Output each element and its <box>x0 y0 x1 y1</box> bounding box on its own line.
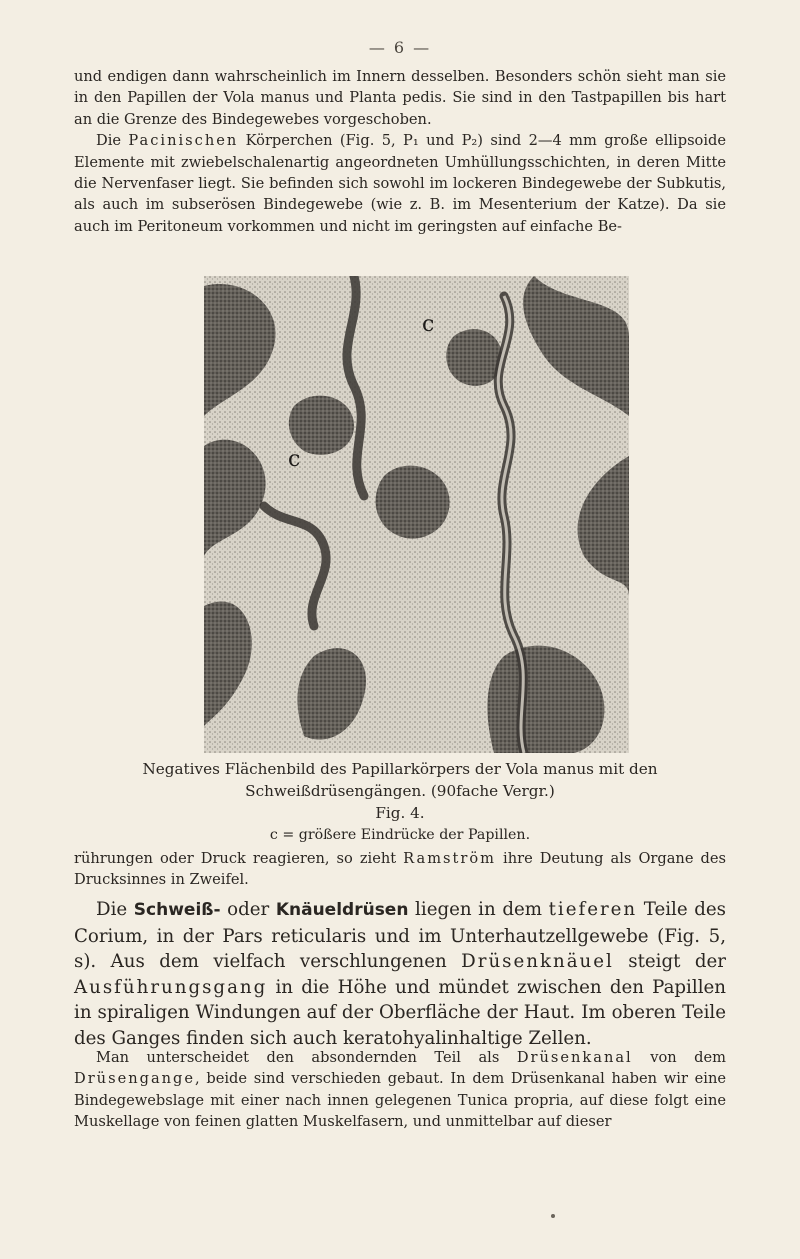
paragraph-2-lead: Die <box>96 132 129 150</box>
bottom-text-block <box>74 1047 726 1133</box>
figure-label-c-upper: c <box>422 312 435 337</box>
mid-text-block <box>74 848 726 891</box>
page-number: — 6 — <box>368 38 432 57</box>
p5-lead: Man unterscheidet den absondernden Teil als <box>96 1049 517 1066</box>
p4-mid1: oder <box>220 899 276 920</box>
caption-fig-number: Fig. 4. <box>375 804 425 822</box>
druesengange-term: Drüsengange <box>74 1070 196 1088</box>
druesenkanal-term: Drüsenkanal <box>516 1049 633 1066</box>
caption-legend: c = größere Eindrücke der Papillen. <box>269 827 531 843</box>
p4-mid4: steigt der <box>613 951 726 973</box>
p4-lead: Die <box>96 899 134 920</box>
tieferen-term: tieferen <box>548 899 638 920</box>
paragraph-4 <box>74 897 726 1052</box>
paragraph-2 <box>74 130 726 237</box>
figure-4-micrograph <box>204 276 629 753</box>
figure-label-c-lower: c <box>288 447 301 472</box>
p4-mid2: liegen in dem <box>408 899 549 920</box>
paragraph-2-text: Körperchen (Fig. 5, P₁ und P₂) sind 2—4 mm große ellipsoide Elemente mit zwiebelschalenartig angeordneten Umhüllungsschichten, in deren Mitte die Nervenfaser liegt. Sie befinden sich sowohl im lockeren Bindegewebe der Subkutis, als auch im subserösen Bindegewebe (wie z. B. im Mesenterium der Katze). Da sie auch im Peritoneum vorkommen und nicht im geringsten auf einfache Be- <box>74 132 726 235</box>
caption-line-1: Negatives Flächenbild des Papillarkörpers der Vola manus mit den <box>142 760 658 778</box>
figure-caption <box>74 758 726 846</box>
ausfuehrungsgang-term: Ausführungsgang <box>74 976 268 998</box>
caption-line-2: Schweißdrüsengängen. (90fache Vergr.) <box>245 782 555 800</box>
paragraph-1: und endigen dann wahrscheinlich im Innern desselben. Besonders schön sieht man sie in den Papillen der Vola manus und Planta pedis. Sie sind in den Tastpapillen bis hart an die Grenze des Bindegewebes vorgeschoben. <box>74 68 726 128</box>
paragraph-3-part1: rührungen oder Druck reagieren, so zieht <box>74 850 404 867</box>
top-text-block <box>74 66 726 237</box>
print-speck <box>551 1214 555 1218</box>
p4-mid3: Teile des Corium, in der Pars reticularis und im Unterhautzellgewebe (Fig. 5, s). Aus dem vielfach verschlungenen <box>74 899 726 973</box>
p5-mid1: von dem <box>632 1049 726 1066</box>
ramstroem-name: Ramström <box>403 850 496 867</box>
knaeueldruesen-heading: Knäueldrüsen <box>275 900 409 920</box>
druesenknaeuel-term: Drüsenknäuel <box>461 951 614 973</box>
paragraph-5 <box>74 1047 726 1133</box>
paragraph-3 <box>74 848 726 891</box>
pacinischen-term: Pacinischen <box>128 132 239 150</box>
paragraph-3-part2: ihre Deutung als Organe des Drucksinnes in Zweifel. <box>74 850 726 889</box>
schweiss-heading: Schweiß- <box>133 900 221 920</box>
large-text-block <box>74 897 726 1052</box>
p4-end: in die Höhe und mündet zwischen den Papillen in spiraligen Windungen auf der Oberfläche der Haut. Im oberen Teile des Ganges finden sich auch keratohyalinhaltige Zellen. <box>74 976 726 1049</box>
p5-end: , beide sind verschieden gebaut. In dem Drüsenkanal haben wir eine Bindegewebslage mit einer nach innen gelegenen Tunica propria, auf diese folgt eine Muskellage von feinen glatten Muskelfasern, und unmittelbar auf dieser <box>74 1070 726 1131</box>
